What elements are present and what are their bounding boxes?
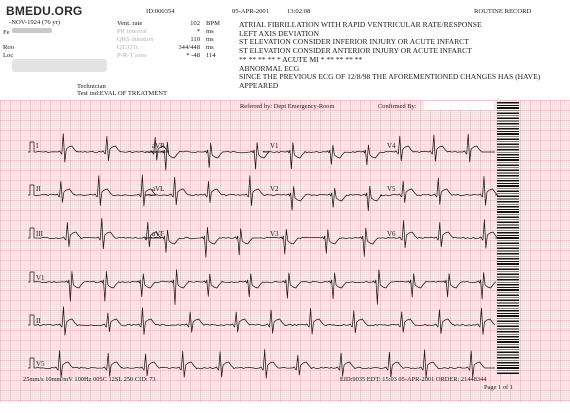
lead-label-avf: aVF <box>152 230 165 238</box>
ecg-trace <box>28 175 156 206</box>
interpretation-line: LEFT AXIS DEVIATION <box>239 28 320 38</box>
lead-label-rhythm-v1: V1 <box>36 274 45 282</box>
row-prefix-3: Loc <box>3 52 14 59</box>
footer-page: Page 1 of 1 <box>484 384 513 391</box>
lead-label-rhythm-ii: II <box>36 317 41 325</box>
referred-by: Referred by: Dept Emergency-Room <box>240 103 335 110</box>
measure-unit: ms <box>206 44 214 51</box>
measure-value: 110 <box>190 36 200 43</box>
interpretation-line: ST ELEVATION CONSIDER ANTERIOR INJURY OR ACUTE INFARCT <box>239 46 472 56</box>
technician-label: Technician <box>77 83 106 90</box>
lead-label-v1: V1 <box>270 142 279 150</box>
interpretation-line: SINCE THE PREVIOUS ECG OF 12/8/98 THE AFOREMENTIONED CHANGES HAS (HAVE) <box>239 72 541 82</box>
patient-id: ID:000354 <box>146 8 175 15</box>
ecg-trace <box>263 228 380 256</box>
measure-value: * -48 <box>186 52 200 59</box>
lead-label-avl: aVL <box>152 185 165 193</box>
record-time: 13:02:08 <box>287 8 311 15</box>
confirmed-by: Confirmed By: <box>378 103 417 110</box>
measure-label: QRS duration <box>117 36 154 43</box>
interpretation-line: ATRIAL FIBRILLATION WITH RAPID VENTRICULAR RATE/RESPONSE <box>239 20 482 29</box>
ecg-trace <box>28 270 496 305</box>
ecg-trace <box>263 143 380 169</box>
ecg-trace <box>28 134 169 162</box>
ecg-trace <box>380 176 498 205</box>
lead-label-i: I <box>36 142 39 150</box>
measure-label: P-R-T axes <box>117 52 147 59</box>
row-prefix-2: Roo <box>3 44 14 51</box>
measure-label: PR interval <box>117 28 147 35</box>
record-type: ROUTINE RECORD <box>474 8 532 15</box>
measure-unit: ms <box>206 28 214 35</box>
measure-unit: 114 <box>206 52 216 59</box>
ecg-trace <box>28 307 495 335</box>
measure-unit: BPM <box>206 20 220 27</box>
watermark-logo: BMEDU.ORG <box>6 4 83 18</box>
footer-order: EID:9035 EDT: 15:03 05-APR-2001 ORDER: 21448344 <box>340 376 487 383</box>
test-indication: Test ind:EVAL OF TREATMENT <box>77 90 168 97</box>
measure-label: Vent. rate <box>117 20 143 27</box>
lead-label-avr: aVR <box>152 142 165 150</box>
lead-label-v6: V6 <box>387 230 396 238</box>
ecg-trace <box>380 220 498 249</box>
measure-value: 102 <box>190 20 200 27</box>
lead-label-v3: V3 <box>270 230 279 238</box>
lead-label-v5: V5 <box>387 185 396 193</box>
record-date: 05-APR-2001 <box>232 8 269 15</box>
interpretation-line: ABNORMAL ECG <box>239 63 300 73</box>
ecg-trace <box>28 350 495 379</box>
patient-dob: -NOV-1924 (76 yr) <box>9 19 61 26</box>
footer-settings: 25mm/s 10mm/mV 100Hz 005C 12SL 250 CID: 73 <box>23 376 156 383</box>
lead-label-ii: II <box>36 185 41 193</box>
row-prefix-1: Fe <box>3 29 10 36</box>
ecg-trace <box>263 186 382 211</box>
lead-label-v2: V2 <box>270 185 279 193</box>
lead-label-v4: V4 <box>387 142 396 150</box>
measure-value: 344/448 <box>178 44 200 51</box>
interpretation-line: APPEARED <box>239 80 279 90</box>
interpretation-line: ** ** ** ** * ACUTE MI * ** ** ** ** <box>239 54 363 64</box>
interpretation-line: ST ELEVATION CONSIDER INFERIOR INJURY OR ACUTE INFARCT <box>239 37 469 47</box>
measure-label: QT/QTc <box>117 44 139 51</box>
measure-value: * <box>196 28 200 35</box>
lead-label-iii: III <box>36 230 43 238</box>
ecg-trace <box>380 134 495 162</box>
ecg-trace <box>28 218 161 249</box>
lead-label-rhythm-v5: V5 <box>36 360 45 368</box>
measure-unit: ms <box>206 36 214 43</box>
